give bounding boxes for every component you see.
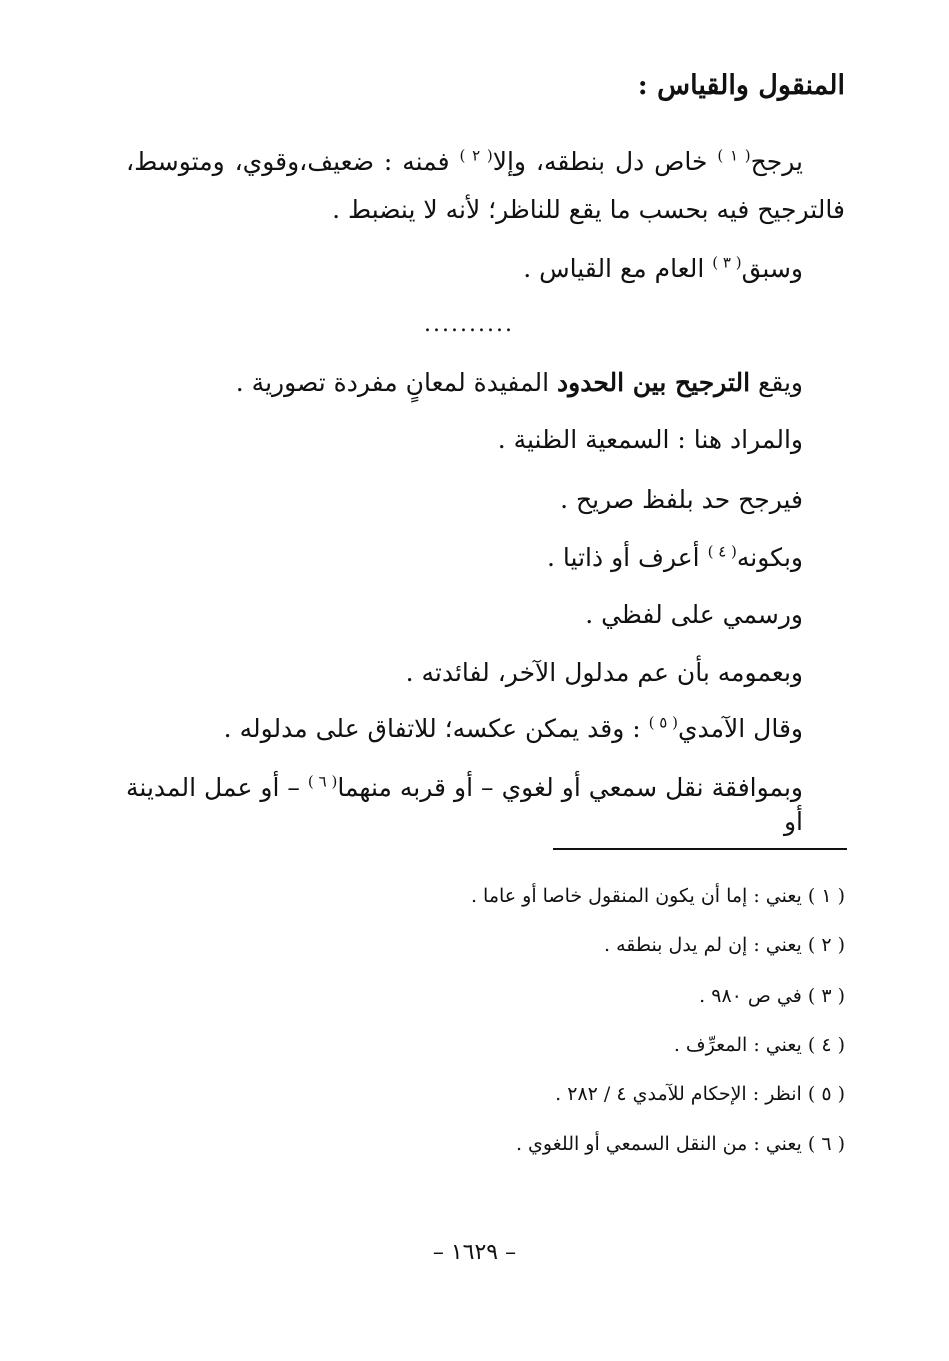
text: خاص دل بنطقه، وإلا [492, 147, 718, 176]
body-line-5: والمراد هنا : السمعية الظنية . [497, 425, 803, 454]
footnote-6: ( ٦ ) يعني : من النقل السمعي أو اللغوي . [515, 1133, 845, 1155]
text: فمنه : ضعيف،وقوي، ومتوسط، [126, 147, 460, 176]
text: المفيدة لمعانٍ مفردة تصورية . [235, 368, 558, 397]
text: وقال الآمدي [677, 714, 803, 743]
body-line-11 [126, 771, 803, 836]
page-number: – ١٦٢٩ – [432, 1240, 517, 1265]
footnote-ref-1: ( ١ ) [717, 146, 751, 165]
footnote-1: ( ١ ) يعني : إما أن يكون المنقول خاصا أو عاما . [470, 885, 845, 907]
footnote-2: ( ٢ ) يعني : إن لم يدل بنطقه . [603, 934, 845, 956]
text: يرجح [750, 147, 803, 176]
footnote-3: ( ٣ ) في ص ٩٨٠ . [699, 985, 845, 1007]
body-line-4 [236, 366, 803, 400]
text: وبكونه [736, 543, 803, 572]
footnote-ref-4: ( ٤ ) [707, 542, 737, 561]
text: ويقع [750, 368, 803, 397]
footnote-divider [553, 848, 847, 850]
text: : وقد يمكن عكسه؛ للاتفاق على مدلوله . [223, 714, 649, 743]
body-line-2: فالترجيح فيه بحسب ما يقع للناظر؛ لأنه لا ينضبط . [332, 195, 845, 224]
bold-term: الترجيح بين الحدود [557, 368, 751, 397]
text: العام مع القياس . [523, 254, 713, 283]
body-line-8: ورسمي على لفظي . [585, 600, 803, 629]
footnote-5: ( ٥ ) انظر : الإحكام للآمدي ٤ / ٢٨٢ . [555, 1083, 845, 1105]
body-line-9: وبعمومه بأن عم مدلول الآخر، لفائدته . [405, 658, 803, 687]
separator-dots: .......... [424, 312, 514, 337]
footnote-ref-3: ( ٣ ) [712, 253, 742, 272]
body-line-7 [547, 541, 803, 575]
body-line-6: فيرجح حد بلفظ صريح . [560, 485, 803, 514]
footnote-ref-2: ( ٢ ) [459, 146, 493, 165]
footnote-ref-6: ( ٦ ) [307, 772, 338, 791]
body-line-3 [523, 252, 803, 286]
text: وبموافقة نقل سمعي أو لغوي – أو قربه منهما [337, 773, 803, 802]
text: أعرف أو ذاتيا . [547, 543, 708, 572]
body-line-1 [126, 145, 803, 179]
text: – أو عمل المدينة أو [126, 773, 803, 836]
body-line-10 [224, 712, 803, 746]
text: وسبق [741, 254, 803, 283]
section-heading: المنقول والقياس : [637, 70, 845, 101]
footnote-4: ( ٤ ) يعني : المعرِّف . [673, 1034, 845, 1056]
footnote-ref-5: ( ٥ ) [648, 713, 678, 732]
